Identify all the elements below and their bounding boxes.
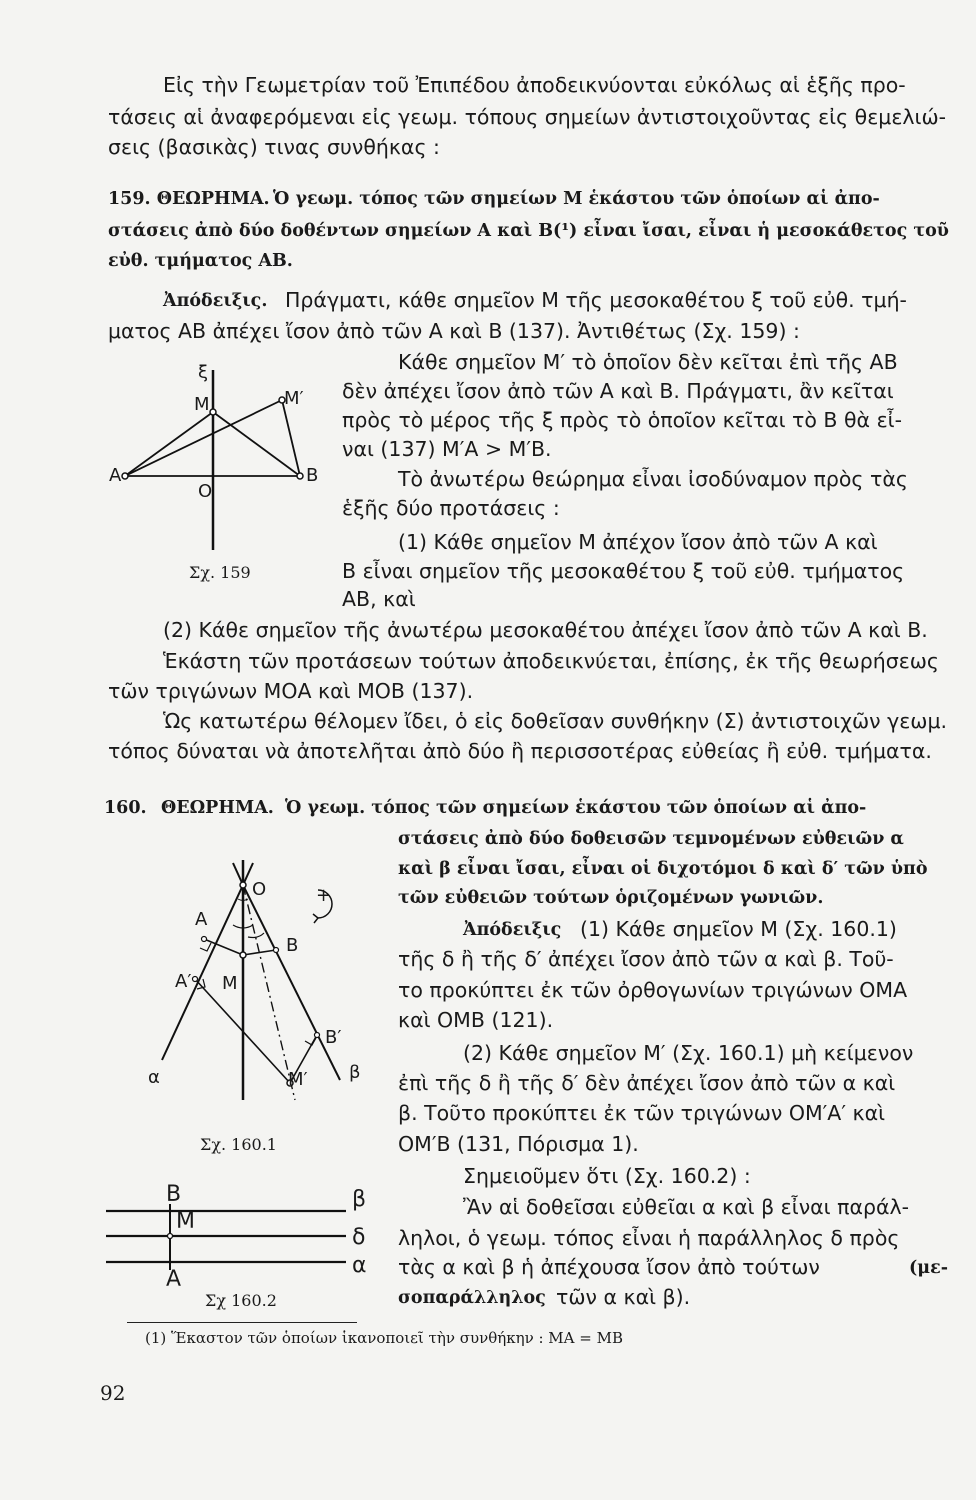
proof-159-full-1: (2) Κάθε σημεῖον τῆς ἀνωτέρω μεσοκαθέτου ἀπέχει ἴσον ἀπὸ τῶν Α καὶ Β.	[163, 618, 928, 642]
theorem-159-number: 159. ΘΕΩΡΗΜΑ.	[108, 189, 270, 209]
proof-159-right-9: ΑΒ, καὶ	[342, 587, 416, 611]
proof-160-line-2: τῆς δ ἢ τῆς δ′ ἀπέχει ἴσον ἀπὸ τῶν α καὶ β. Τοῦ-	[398, 947, 894, 971]
proof-159-right-3: πρὸς τὸ μέρος τῆς ξ πρὸς τὸ ὁποῖον κεῖται τὸ Β θὰ εἶ-	[342, 408, 902, 432]
theorem-159-statement-3: εὐθ. τμήματος ΑΒ.	[108, 251, 293, 271]
fig160-1-label-a: Α	[195, 909, 208, 930]
proof-159-right-6: ἑξῆς δύο προτάσεις :	[342, 496, 560, 520]
theorem-159-statement-1: Ὁ γεωμ. τόπος τῶν σημείων Μ ἑκάστου τῶν ὁποίων αἱ ἀπο-	[273, 189, 880, 209]
proof-160-line-10: Ἂν αἱ δοθεῖσαι εὐθεῖαι α καὶ β εἶναι παράλ-	[463, 1195, 910, 1219]
proof-160-line-11: ληλοι, ὁ γεωμ. τόπος εἶναι ἡ παράλληλος δ πρὸς	[398, 1226, 900, 1250]
intro-line-3: σεις (βασικὰς) τινας συνθήκας :	[108, 135, 440, 159]
proof-159-right-8: Β εἶναι σημεῖον τῆς μεσοκαθέτου ξ τοῦ εὐθ. τμήματος	[342, 559, 905, 583]
fig160-2-label-beta: β	[352, 1187, 367, 1212]
fig160-1-label-bprime: Β′	[325, 1027, 342, 1048]
proof-159-full-2: Ἑκάστη τῶν προτάσεων τούτων ἀποδεικνύεται, ἐπίσης, ἐκ τῆς θεωρήσεως	[163, 649, 939, 673]
proof-160-line-9: Σημειοῦμεν ὅτι (Σχ. 160.2) :	[463, 1164, 751, 1188]
intro-line-1: Εἰς τὴν Γεωμετρίαν τοῦ Ἐπιπέδου ἀποδεικνύονται εὐκόλως αἱ ἑξῆς προ-	[163, 73, 906, 97]
fig159-label-mprime: Μ′	[284, 388, 304, 409]
fig159-label-o: Ο	[198, 481, 213, 502]
page-number: 92	[100, 1381, 126, 1405]
fig159-label-a: Α	[109, 465, 122, 486]
fig160-1-label-m: Μ	[222, 973, 238, 994]
fig159-label-b: Β	[306, 465, 319, 486]
theorem-160-statement-4: τῶν εὐθειῶν τούτων ὁριζομένων γωνιῶν.	[398, 888, 824, 908]
proof-160-line-13: τῶν α καὶ β).	[556, 1285, 691, 1309]
figure-160-1-caption: Σχ. 160.1	[200, 1135, 277, 1154]
proof-160-line-8: ΟΜ′Β (131, Πόρισμα 1).	[398, 1132, 639, 1156]
footnote-rule	[127, 1322, 357, 1323]
fig160-2-label-alpha: α	[352, 1253, 367, 1278]
proof-160-heading: Ἀπόδειξις	[463, 920, 562, 940]
figure-159	[100, 350, 340, 560]
theorem-160-number: 160.	[104, 798, 147, 818]
proof-160-line-4: καὶ ΟΜΒ (121).	[398, 1008, 554, 1032]
proof-159-heading: Ἀπόδειξις.	[163, 291, 268, 311]
fig160-2-label-m: Μ	[176, 1209, 195, 1234]
fig160-1-label-beta: β	[349, 1062, 361, 1083]
proof-159-full-4: Ὡς κατωτέρω θέλομεν ἴδει, ὁ εἰς δοθεῖσαν συνθήκην (Σ) ἀντιστοιχῶν γεωμ.	[163, 709, 948, 733]
fig160-2-label-b: Β	[166, 1182, 182, 1207]
proof-160-line-1: (1) Κάθε σημεῖον Μ (Σχ. 160.1)	[580, 917, 897, 941]
proof-160-line-5: (2) Κάθε σημεῖον Μ′ (Σχ. 160.1) μὴ κείμενον	[463, 1041, 914, 1065]
proof-159-right-7: (1) Κάθε σημεῖον Μ ἀπέχον ἴσον ἀπὸ τῶν Α καὶ	[398, 530, 878, 554]
fig160-2-label-a: Α	[166, 1267, 182, 1292]
fig160-1-label-mprime: Μ′	[288, 1069, 308, 1090]
proof-159-right-4: ναι (137) Μ′Α > Μ′Β.	[342, 437, 552, 461]
proof-159-right-1: Κάθε σημεῖον Μ′ τὸ ὁποῖον δὲν κεῖται ἐπὶ τῆς ΑΒ	[398, 350, 898, 374]
fig160-1-label-plus: +	[316, 885, 332, 906]
fig160-1-label-alpha: α	[148, 1067, 160, 1088]
proof-160-line-3: το προκύπτει ἐκ τῶν ὀρθογωνίων τριγώνων ΟΜΑ	[398, 978, 908, 1002]
fig159-label-xi: ξ	[198, 362, 209, 383]
proof-160-line-12: τὰς α καὶ β ἡ ἀπέχουσα ἴσον ἀπὸ τούτων	[398, 1255, 820, 1279]
proof-159-line-1: Πράγματι, κάθε σημεῖον Μ τῆς μεσοκαθέτου ξ τοῦ εὐθ. τμή-	[285, 288, 907, 312]
figure-159-caption: Σχ. 159	[189, 563, 251, 582]
fig160-2-label-delta: δ	[352, 1225, 366, 1250]
fig160-1-label-b: Β	[286, 935, 299, 956]
footnote: (1) Ἕκαστον τῶν ὁποίων ἱκανοποιεῖ τὴν συνθήκην : ΜΑ = ΜΒ	[145, 1329, 623, 1347]
theorem-160-statement-1: Ὁ γεωμ. τόπος τῶν σημείων ἑκάστου τῶν ὁποίων αἱ ἀπο-	[285, 798, 867, 818]
proof-159-right-5: Τὸ ἀνωτέρω θεώρημα εἶναι ἰσοδύναμον πρὸς τὰς	[398, 467, 908, 491]
intro-line-2: τάσεις αἱ ἀναφερόμεναι εἰς γεωμ. τόπους σημείων ἀντιστοιχοῦντας εἰς θεμελιώ-	[108, 105, 947, 129]
fig159-label-m: Μ	[194, 394, 210, 415]
theorem-160-head: ΘΕΩΡΗΜΑ.	[161, 798, 274, 818]
theorem-160-statement-2: στάσεις ἀπὸ δύο δοθεισῶν τεμνομένων εὐθειῶν α	[398, 829, 904, 849]
proof-159-full-5: τόπος δύναται νὰ ἀποτελῆται ἀπὸ δύο ἢ περισσοτέρας εὐθείας ἢ εὐθ. τμήματα.	[108, 739, 932, 763]
theorem-159-statement-2: στάσεις ἀπὸ δύο δοθέντων σημείων Α καὶ Β(¹) εἶναι ἴσαι, εἶναι ἡ μεσοκάθετος τοῦ	[108, 221, 949, 241]
fig160-1-label-aprime: Α′	[175, 971, 192, 992]
proof-159-full-3: τῶν τριγώνων ΜΟΑ καὶ ΜΟΒ (137).	[108, 679, 474, 703]
proof-160-line-7: β. Τοῦτο προκύπτει ἐκ τῶν τριγώνων ΟΜ′Α′ καὶ	[398, 1101, 886, 1125]
proof-160-bold-term: σοπαράλληλος	[398, 1288, 546, 1308]
proof-159-line-2: ματος ΑΒ ἀπέχει ἴσον ἀπὸ τῶν Α καὶ Β (137). Ἀντιθέτως (Σχ. 159) :	[108, 319, 800, 343]
proof-159-right-2: δὲν ἀπέχει ἴσον ἀπὸ τῶν Α καὶ Β. Πράγματι, ἂν κεῖται	[342, 379, 894, 403]
figure-160-2-caption: Σχ 160.2	[205, 1291, 277, 1310]
fig160-1-label-o: Ο	[252, 879, 267, 900]
theorem-160-statement-3: καὶ β εἶναι ἴσαι, εἶναι οἱ διχοτόμοι δ καὶ δ′ τῶν ὑπὸ	[398, 859, 928, 879]
proof-160-bold-tail: (με-	[909, 1258, 948, 1278]
proof-160-line-6: ἐπὶ τῆς δ ἢ τῆς δ′ δὲν ἀπέχει ἴσον ἀπὸ τῶν α καὶ	[398, 1071, 896, 1095]
